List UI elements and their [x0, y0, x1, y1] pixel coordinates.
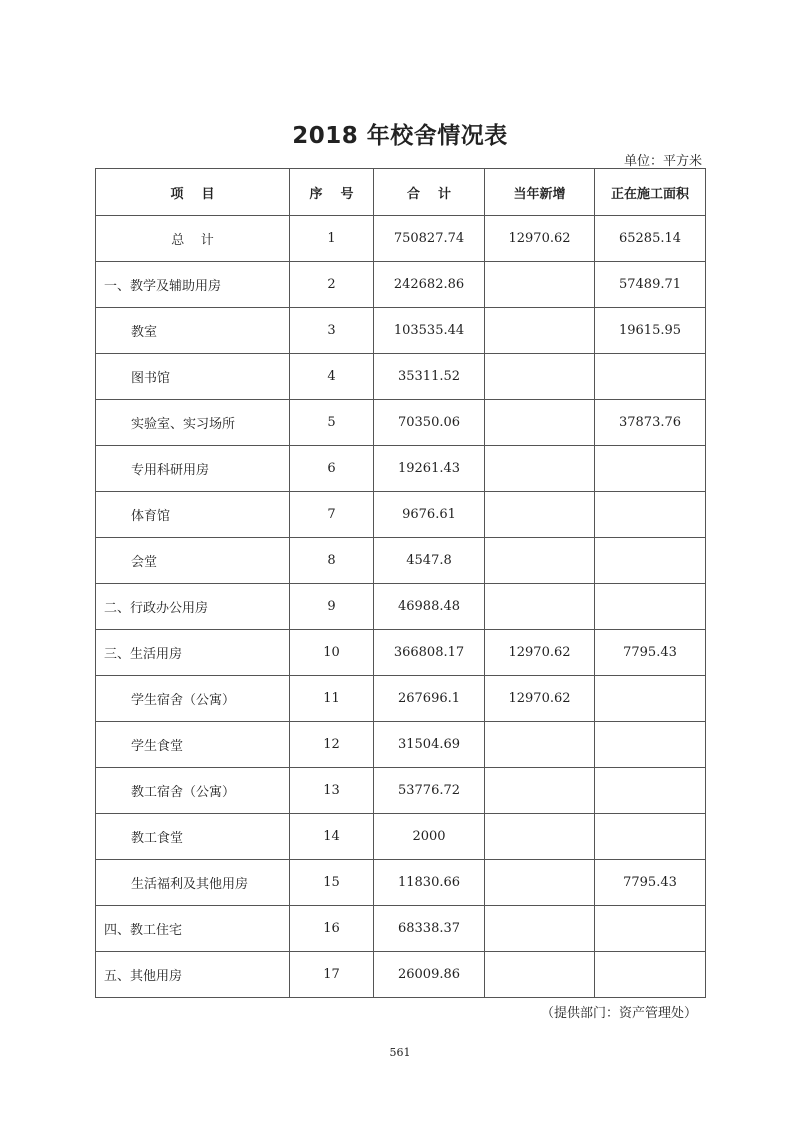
row-new-cell [485, 492, 595, 538]
row-construction-cell [595, 814, 706, 860]
row-new-cell: 12970.62 [485, 676, 595, 722]
row-construction-cell [595, 722, 706, 768]
row-item-cell: 二、行政办公用房 [96, 584, 290, 630]
row-total-cell: 366808.17 [374, 630, 485, 676]
unit-label: 单位：平方米 [623, 154, 702, 169]
row-item-cell: 会堂 [96, 538, 290, 584]
row-number-cell: 15 [290, 860, 374, 906]
row-item-cell: 四、教工住宅 [96, 906, 290, 952]
row-total-cell: 35311.52 [374, 354, 485, 400]
row-construction-cell: 7795.43 [595, 630, 706, 676]
row-new-cell [485, 538, 595, 584]
row-item-cell: 教室 [96, 308, 290, 354]
row-new-cell [485, 400, 595, 446]
table-row [96, 584, 706, 630]
table-row [96, 630, 706, 676]
row-number-cell: 9 [290, 584, 374, 630]
row-construction-cell [595, 584, 706, 630]
row-new-cell: 12970.62 [485, 216, 595, 262]
table-row [96, 906, 706, 952]
row-new-cell [485, 722, 595, 768]
row-number-cell: 2 [290, 262, 374, 308]
page-title: 2018 年校舍情况表 [292, 123, 508, 149]
row-construction-cell [595, 952, 706, 998]
row-total-cell: 103535.44 [374, 308, 485, 354]
table-row [96, 814, 706, 860]
row-new-cell [485, 768, 595, 814]
row-total-cell: 46988.48 [374, 584, 485, 630]
header-new: 当年新增 [485, 169, 595, 216]
row-item-cell: 三、生活用房 [96, 630, 290, 676]
table-row [96, 676, 706, 722]
row-construction-cell: 7795.43 [595, 860, 706, 906]
row-total-cell: 267696.1 [374, 676, 485, 722]
row-number-cell: 7 [290, 492, 374, 538]
row-construction-cell [595, 906, 706, 952]
table-row [96, 446, 706, 492]
row-total-cell: 26009.86 [374, 952, 485, 998]
table-row [96, 952, 706, 998]
row-construction-cell: 65285.14 [595, 216, 706, 262]
row-total-cell: 31504.69 [374, 722, 485, 768]
row-construction-cell [595, 538, 706, 584]
row-total-cell: 750827.74 [374, 216, 485, 262]
row-new-cell [485, 952, 595, 998]
row-total-cell: 242682.86 [374, 262, 485, 308]
row-number-cell: 8 [290, 538, 374, 584]
row-construction-cell [595, 446, 706, 492]
table-row [96, 722, 706, 768]
row-total-cell: 53776.72 [374, 768, 485, 814]
table-row [96, 768, 706, 814]
page-number: 561 [389, 1046, 411, 1059]
row-item-cell: 学生宿舍（公寓） [96, 676, 290, 722]
row-new-cell [485, 262, 595, 308]
row-item-cell: 生活福利及其他用房 [96, 860, 290, 906]
row-construction-cell: 37873.76 [595, 400, 706, 446]
row-total-cell: 70350.06 [374, 400, 485, 446]
row-construction-cell [595, 676, 706, 722]
row-new-cell [485, 308, 595, 354]
row-number-cell: 5 [290, 400, 374, 446]
table-row [96, 400, 706, 446]
row-construction-cell: 19615.95 [595, 308, 706, 354]
table-row [96, 308, 706, 354]
row-total-cell: 11830.66 [374, 860, 485, 906]
row-number-cell: 3 [290, 308, 374, 354]
row-total-cell: 2000 [374, 814, 485, 860]
row-new-cell [485, 446, 595, 492]
row-new-cell [485, 906, 595, 952]
row-item-cell: 教工食堂 [96, 814, 290, 860]
row-item-cell: 学生食堂 [96, 722, 290, 768]
table-header-row [96, 169, 706, 216]
row-item-cell: 专用科研用房 [96, 446, 290, 492]
row-item-cell: 一、教学及辅助用房 [96, 262, 290, 308]
row-item-cell: 总 计 [96, 216, 290, 262]
row-new-cell [485, 814, 595, 860]
table-row [96, 216, 706, 262]
row-number-cell: 12 [290, 722, 374, 768]
row-number-cell: 4 [290, 354, 374, 400]
row-item-cell: 实验室、实习场所 [96, 400, 290, 446]
table-row [96, 860, 706, 906]
row-construction-cell: 57489.71 [595, 262, 706, 308]
campus-buildings-table [95, 168, 706, 998]
row-item-cell: 五、其他用房 [96, 952, 290, 998]
row-item-cell: 图书馆 [96, 354, 290, 400]
row-total-cell: 4547.8 [374, 538, 485, 584]
row-new-cell: 12970.62 [485, 630, 595, 676]
row-number-cell: 10 [290, 630, 374, 676]
table-row [96, 492, 706, 538]
source-note: （提供部门：资产管理处） [540, 1006, 697, 1021]
row-new-cell [485, 584, 595, 630]
row-item-cell: 教工宿舍（公寓） [96, 768, 290, 814]
row-total-cell: 68338.37 [374, 906, 485, 952]
row-number-cell: 13 [290, 768, 374, 814]
table-row [96, 354, 706, 400]
row-construction-cell [595, 354, 706, 400]
row-number-cell: 6 [290, 446, 374, 492]
row-total-cell: 9676.61 [374, 492, 485, 538]
row-number-cell: 17 [290, 952, 374, 998]
row-item-cell: 体育馆 [96, 492, 290, 538]
header-construction: 正在施工面积 [595, 169, 706, 216]
row-number-cell: 16 [290, 906, 374, 952]
row-new-cell [485, 354, 595, 400]
row-number-cell: 11 [290, 676, 374, 722]
row-new-cell [485, 860, 595, 906]
table-row [96, 538, 706, 584]
row-construction-cell [595, 492, 706, 538]
row-number-cell: 14 [290, 814, 374, 860]
table-row [96, 262, 706, 308]
header-item: 项 目 [96, 169, 290, 216]
header-total: 合 计 [374, 169, 485, 216]
header-number: 序 号 [290, 169, 374, 216]
row-total-cell: 19261.43 [374, 446, 485, 492]
row-number-cell: 1 [290, 216, 374, 262]
row-construction-cell [595, 768, 706, 814]
